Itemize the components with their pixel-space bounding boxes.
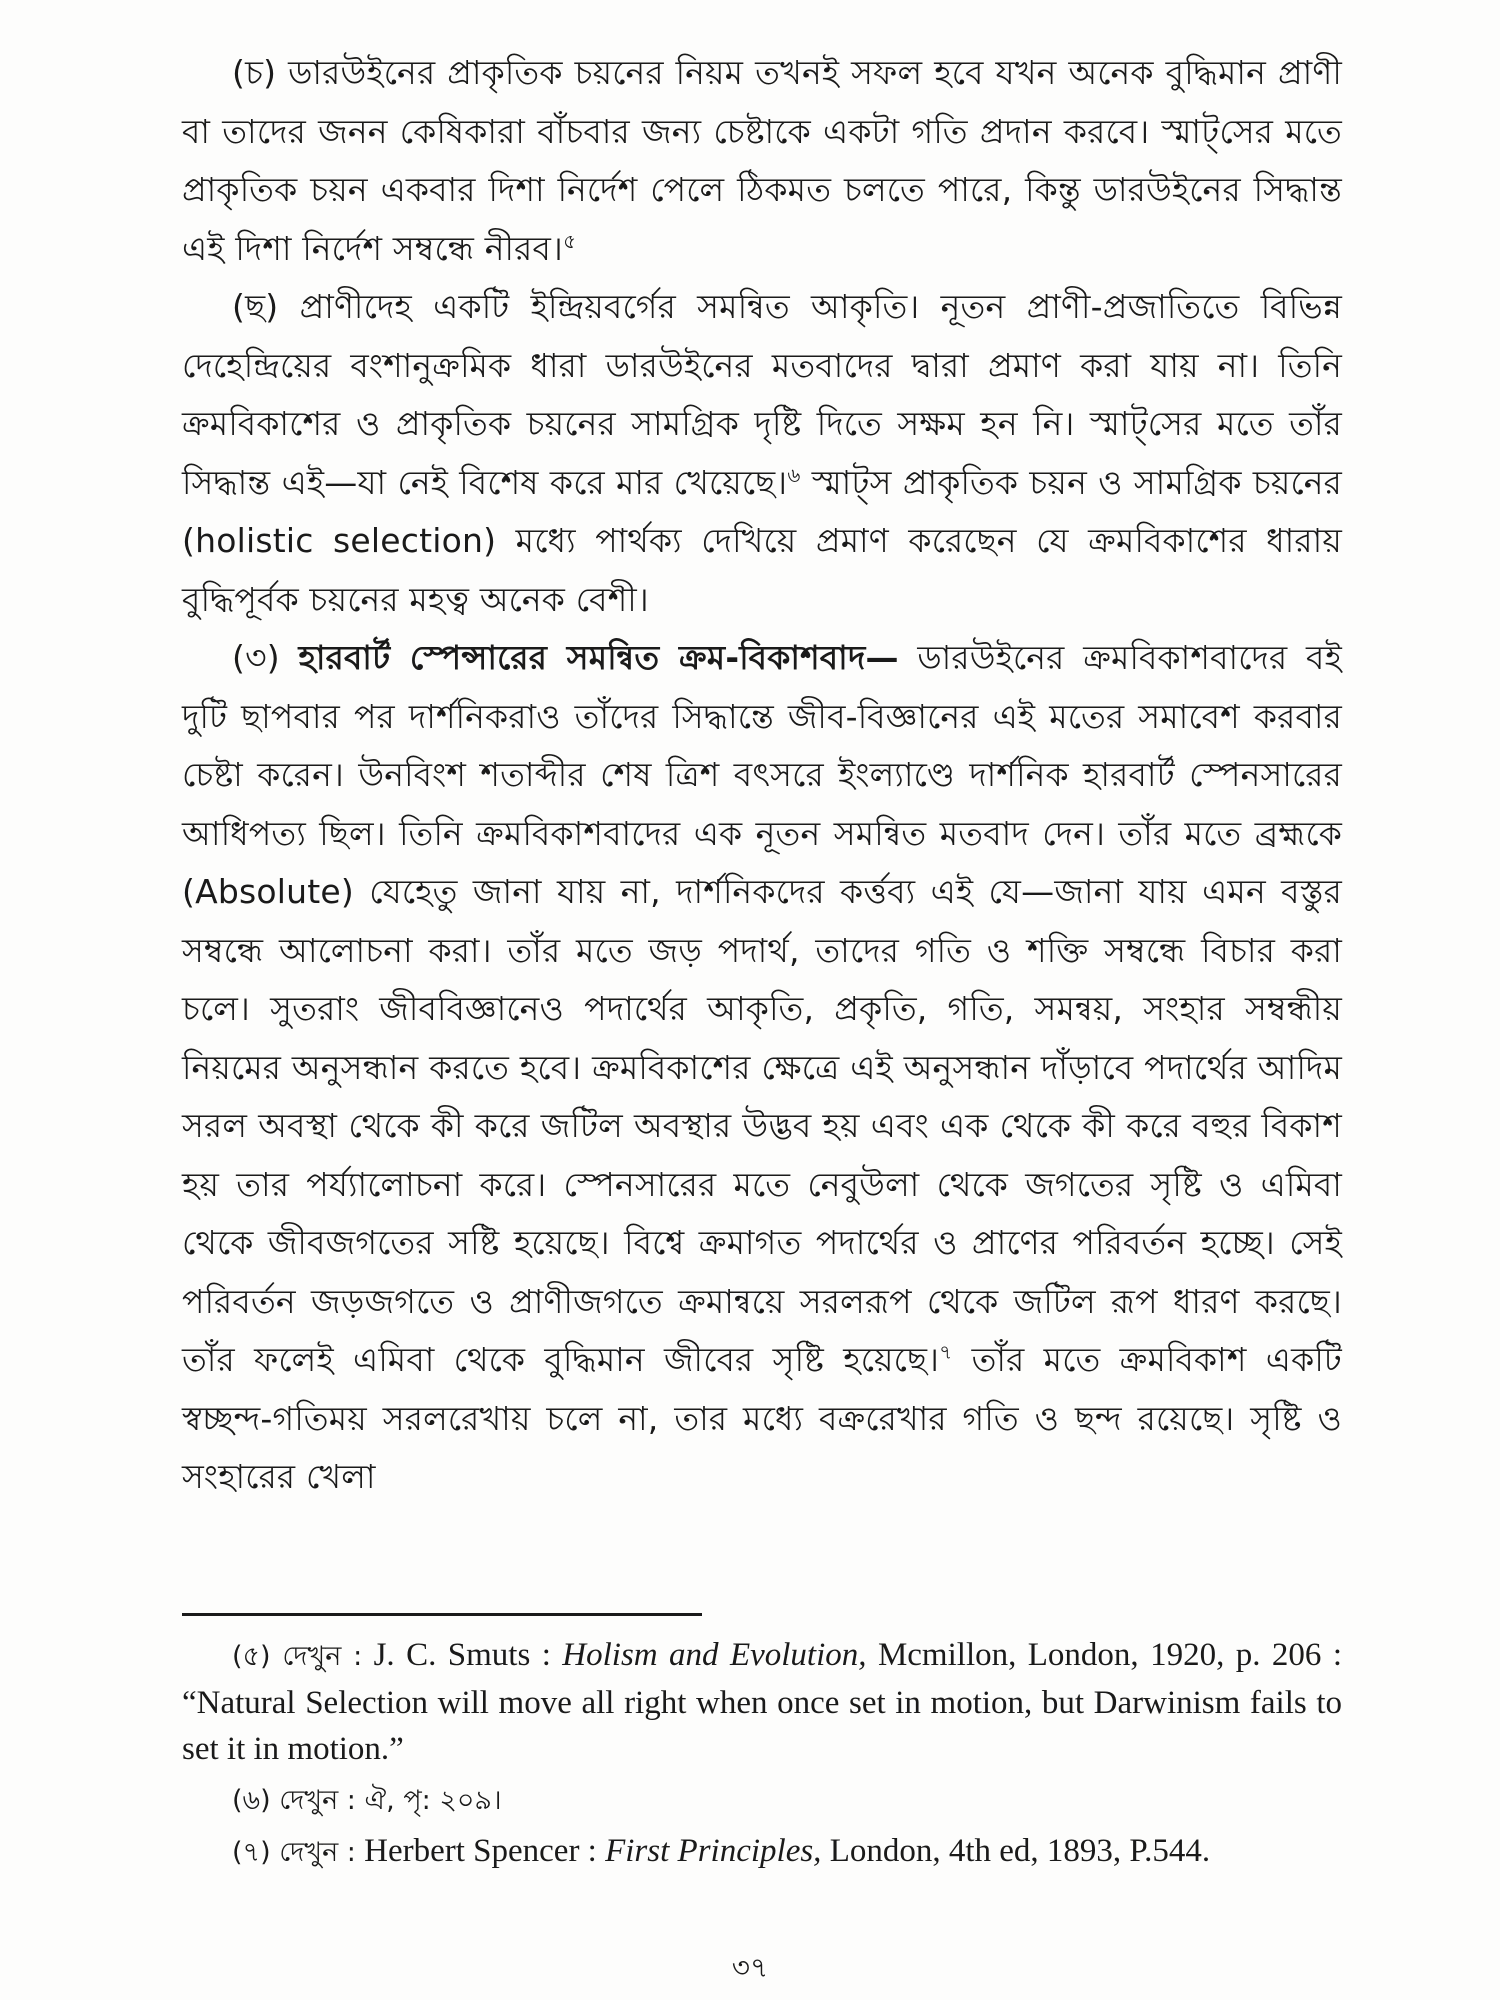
footnote-title: Holism and Evolution, — [562, 1637, 867, 1673]
paragraph-spencer: (৩) হারবার্ট স্পেন্সারের সমন্বিত ক্রম-বিকাশবাদ— ডারউইনের ক্রমবিকাশবাদের বই দুটি ছাপবার পর দার্শনিকরাও তাঁদের সিদ্ধান্তে জীব-বিজ্ঞানের এই মতের সমাবেশ করবার চেষ্টা করেন। উনবিংশ শতাব্দীর শেষ ত্রিশ বৎসরে ইংল্যাণ্ডে দার্শনিক হারবার্ট স্পেনসারের আধিপত্য ছিল। তিনি ক্রমবিকাশবাদের এক নূতন সমন্বিত মতবাদ দেন। তাঁর মতে ব্রহ্মকে (Absolute) যেহেতু জানা যায় না, দার্শনিকদের কর্ত্তব্য এই যে—জানা যায় এমন বস্তুর সম্বন্ধে আলোচনা করা। তাঁর মতে জড় পদার্থ, তাদের গতি ও শক্তি সম্বন্ধে বিচার করা চলে। সুতরাং জীববিজ্ঞানেও পদার্থের আকৃতি, প্রকৃতি, গতি, সমন্বয়, সংহার সম্বন্ধীয় নিয়মের অনুসন্ধান করতে হবে। ক্রমবিকাশের ক্ষেত্রে এই অনুসন্ধান দাঁড়াবে পদার্থের আদিম সরল অবস্থা থেকে কী করে জটিল অবস্থার উদ্ভব হয় এবং এক থেকে কী করে বহুর বিকাশ হয় তার পর্য্যালোচনা করে। স্পেনসারের মতে নেবুউলা থেকে জগতের সৃষ্টি ও এমিবা থেকে জীবজগতের সষ্টি হয়েছে। বিশ্বে ক্রমাগত পদার্থের ও প্রাণের পরিবর্তন হচ্ছে। সেই পরিবর্তন জড়জগতে ও প্রাণীজগতে ক্রমান্বয়ে সরলরূপ থেকে জটিল রূপ ধারণ করছে। তাঁর ফলেই এমিবা থেকে বুদ্ধিমান জীবের সৃষ্টি হয়েছে।$^৭$ তাঁর মতে ক্রমবিকাশ একটি স্বচ্ছন্দ-গতিময় সরলরেখায় চলে না, তার মধ্যে বক্ররেখার গতি ও ছন্দ রয়েছে। সৃষ্টি ও সংহারের খেলা — [182, 638, 1342, 1496]
footnote-7: (৭) দেখুন : Herbert Spencer : First Principles, London, 4th ed, 1893, P.544. — [232, 1833, 1211, 1869]
footnote-6: (৬) দেখুন : ঐ, পৃ: ২০৯। — [232, 1785, 502, 1816]
footnote-ref-5: ৫ — [563, 228, 577, 253]
paragraph-chha: (ছ) প্রাণীদেহ একটি ইন্দ্রিয়বর্গের সমন্বিত আকৃতি। নূতন প্রাণী-প্রজাতিতে বিভিন্ন দেহেন্দ্রিয়ের বংশানুক্রমিক ধারা ডারউইনের মতবাদের দ্বারা প্রমাণ করা যায় না। তিনি ক্রমবিকাশের ও প্রাকৃতিক চয়নের সামগ্রিক দৃষ্টি দিতে সক্ষম হন নি। স্মাট্‌সের মতে তাঁর সিদ্ধান্ত এই—যা নেই বিশেষ করে মার খেয়েছে।$^৬$ স্মাট্‌স প্রাকৃতিক চয়ন ও সামগ্রিক চয়নের (holistic selection) মধ্যে পার্থক্য দেখিয়ে প্রমাণ করেছেন যে ক্রমবিকাশের ধারায় বুদ্ধিপূর্বক চয়নের মহত্ব অনেক বেশী। — [182, 287, 1342, 619]
footnote-ref-7: ৭ — [939, 1340, 953, 1364]
section-heading: হারবার্ট স্পেন্সারের সমন্বিত ক্রম-বিকাশবাদ— — [298, 638, 899, 677]
footnote-divider — [182, 1613, 702, 1616]
footnote-title: First Principles, — [605, 1833, 822, 1869]
section-number: (৩) — [232, 638, 280, 677]
main-text — [182, 44, 1342, 1507]
footnotes — [182, 1632, 1342, 1880]
page-number: ৩৭ — [731, 1951, 769, 1984]
footnote-5: (৫) দেখুন : J. C. Smuts : Holism and Evolution, Mcmillon, London, 1920, p. 206 : “Natural Selection will move all right when once set in motion, but Darwinism fails to set it in motion.” — [182, 1637, 1342, 1767]
paragraph-cha: (চ) ডারউইনের প্রাকৃতিক চয়নের নিয়ম তখনই সফল হবে যখন অনেক বুদ্ধিমান প্রাণী বা তাদের জনন কেষিকারা বাঁচবার জন্য চেষ্টাকে একটা গতি প্রদান করবে। স্মাট্‌সের মতে প্রাকৃতিক চয়ন একবার দিশা নির্দেশ পেলে ঠিকমত চলতে পারে, কিন্তু ডারউইনের সিদ্ধান্ত এই দিশা নির্দেশ সম্বন্ধে নীরব।$^৫$ — [182, 53, 1342, 268]
footnote-ref-6: ৬ — [787, 462, 801, 487]
